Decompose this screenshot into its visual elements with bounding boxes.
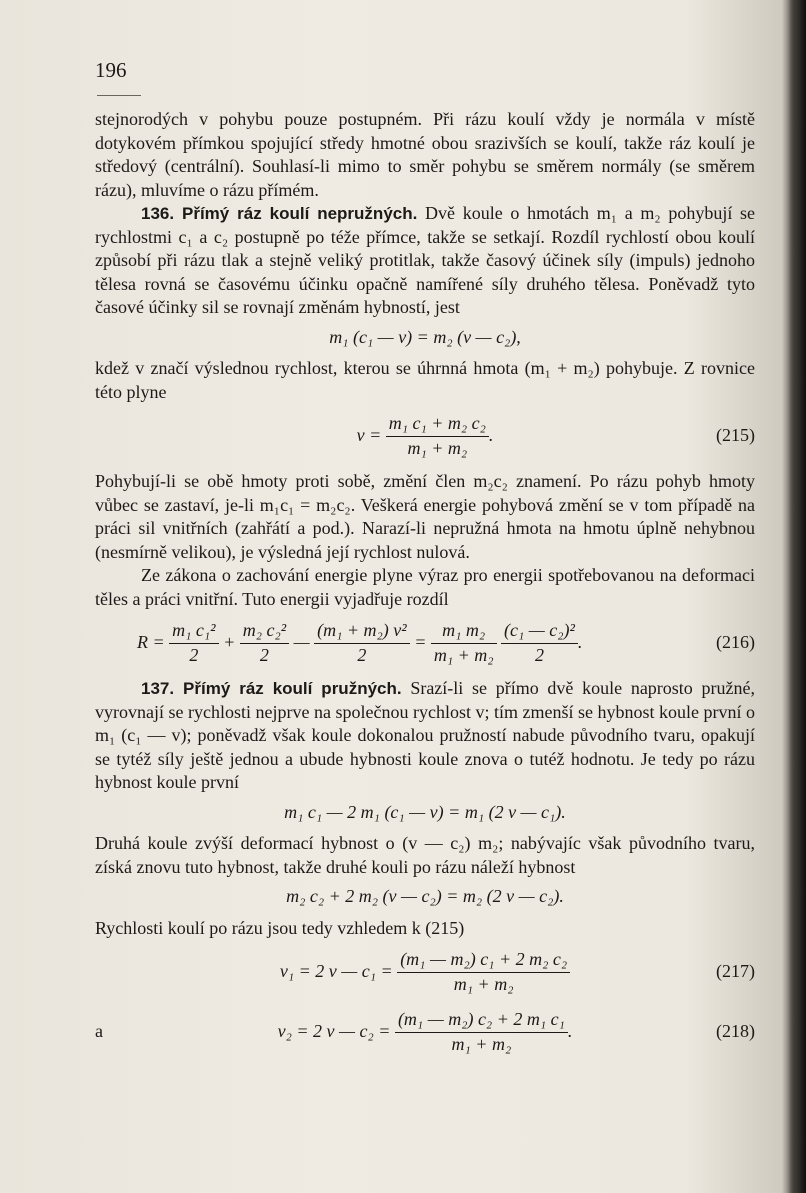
paragraph-137c: Rychlosti koulí po rázu jsou tedy vzhledem k (215) [95,917,465,938]
paragraph-136c: Pohybují-li se obě hmoty proti sobě, změní člen m₂c₂ znamení. Po rázu pohyb hmoty vůbec se zastaví, je-li m₁c₁ = m₂c₂. Veškerá energie pohybová změní se v tom případě na práci sil vnitřních (zahřátí a pod.). Narazí-li nepružná hmota na hmotu úplně nehybnou (nesmírně velikou), je výsledná její rychlost nulová. [95,471,755,562]
equation-first-ball-momentum: m₁ c₁ — 2 m₁ (c₁ — v) = m₁ (2 v — c₁). [284,801,566,822]
eq217-number: (217) [716,961,755,982]
eq216-number: (216) [716,632,755,653]
eq216-term1-num: m₁ c₁² [169,619,218,644]
equation-216: R = $\frac{\text{m₁ c₁²}}{2}$ + $\frac{\text{m₂ c₂²}}{2}$ — $\frac{\text{(m₁ + m₂) v²}}{2}$ = $\frac{\text{m₁ m₂}}{\text{m₁ + m₂}}$ $\frac{\text{(c₁ — c₂)²}}{2}$ . (216) [95,617,755,669]
paragraph-136b: kdež v značí výslednou rychlost, kterou se úhrnná hmota (m₁ + m₂) pohybuje. Z rovnice této plyne [95,358,755,402]
page-number: 196 [95,58,127,82]
section-137-heading: 137. Přímý ráz koulí pružných. [141,679,402,698]
equation-217 [95,946,755,998]
header-rule [97,95,141,96]
page-edge-shadow [788,0,806,1193]
eq215-denominator: m₁ + m₂ [407,437,468,458]
section-136-text: Dvě koule o hmotách m₁ a m₂ pohybují se rychlostmi c₁ a c₂ postupně po téže přímce, takže se setkají. Rozdíl rychlostí obou koulí způsobí při rázu tlak a stejně veliký protitlak, takže časový účinek síly (impuls) jednoho tělesa rovná se časovému účinku opačně namířené síly druhého tělesa. Poněvadž tyto časové účinky sil se rovnají změnám hybností, jest [95,203,756,317]
eq216-term2-den: 2 [259,644,269,665]
paragraph-136d: Ze zákona o zachování energie plyne výraz pro energii spotřebovanou na deformaci těles a práci vnitřní. Tuto energii vyjadřuje rozdíl [95,565,755,609]
eq217-denominator: m₁ + m₂ [453,973,514,994]
eq216-term4 [431,619,497,667]
eq216-lhs: R = [137,632,165,653]
equation-215: v = $\frac{\text{m₁ c₁ + m₂ c₂}}{\text{m₁ + m₂}}$ . (215) [95,410,755,462]
eq215-lhs: v = [356,425,382,446]
eq218-fraction [395,1008,568,1056]
eq218-denominator: m₁ + m₂ [451,1033,512,1054]
eq215-numerator: m₁ c₁ + m₂ c₂ [386,412,489,437]
section-136-heading: 136. Přímý ráz koulí nepružných. [141,204,418,223]
eq216-term5 [501,619,578,667]
eq215-number: (215) [716,425,755,446]
eq216-term3-den: 2 [357,644,367,665]
eq216-term1 [169,619,218,667]
section-137-text: Srazí-li se přímo dvě koule naprosto pružné, vyrovnají se rychlosti nejprve na společnou rychlost v; tím zmenší se hybnost koule první o m₁ (c₁ — v); poněvadž však koule dokonalou pružností nabude původního tvaru, opakují se tytéž síly ještě jednou a ubude hybnosti koule znova o tutéž hodnotu. Je tedy po rázu hybnost koule první [95,678,755,792]
eq216-term3 [314,619,410,667]
eq216-term1-den: 2 [189,644,199,665]
eq216-term4-den: m₁ + m₂ [433,644,494,665]
eq216-term4-num: m₁ m₂ [431,619,497,644]
eq217-numerator: (m₁ — m₂) c₁ + 2 m₂ c₂ [397,948,570,973]
eq216-term3-num: (m₁ + m₂) v² [314,619,410,644]
eq215-fraction [386,412,489,460]
eq218-number: (218) [716,1021,755,1042]
eq218-numerator: (m₁ — m₂) c₂ + 2 m₁ c₁ [395,1008,568,1033]
eq218-lhs: v₂ = 2 v — c₂ = [277,1021,391,1042]
eq217-fraction [397,948,570,996]
eq216-term5-den: 2 [534,644,544,665]
section-136 [95,202,755,320]
equation-momentum: m₁ (c₁ — v) = m₂ (v — c₂), [329,326,521,347]
eq216-term5-num: (c₁ — c₂)² [501,619,578,644]
page-body [95,108,755,1066]
equation-second-ball-momentum: m₂ c₂ + 2 m₂ (v — c₂) = m₂ (2 v — c₂). [286,886,564,906]
conjunction-and: a [95,1021,103,1042]
eq216-term2-num: m₂ c₂² [240,619,289,644]
section-137 [95,677,755,795]
paragraph-intro: stejnorodých v pohybu pouze postupném. Při rázu koulí vždy je normála v místě dotykovém přímkou spojující středy hmotné obou srazivších se koulí, takže ráz koulí je středový (centrální). Souhlasí-li mimo to směr pohybu se směrem normály (se směrem rázu), mluvíme o rázu přímém. [95,109,755,200]
paragraph-137b: Druhá koule zvýší deformací hybnost o (v — c₂) m₂; nabývajíc však původního tvaru, získá znovu tuto hybnost, takže druhé kouli po rázu náleží hybnost [95,833,755,877]
equation-218: a v₂ = 2 v — c₂ = $\frac{\text{(m₁ — m₂) c₂ + 2 m₁ c₁}}{\text{m₁ + m₂}}$ . (218) [95,1006,755,1058]
eq216-term2 [240,619,289,667]
eq217-lhs: v₁ = 2 v — c₁ = [279,961,393,982]
